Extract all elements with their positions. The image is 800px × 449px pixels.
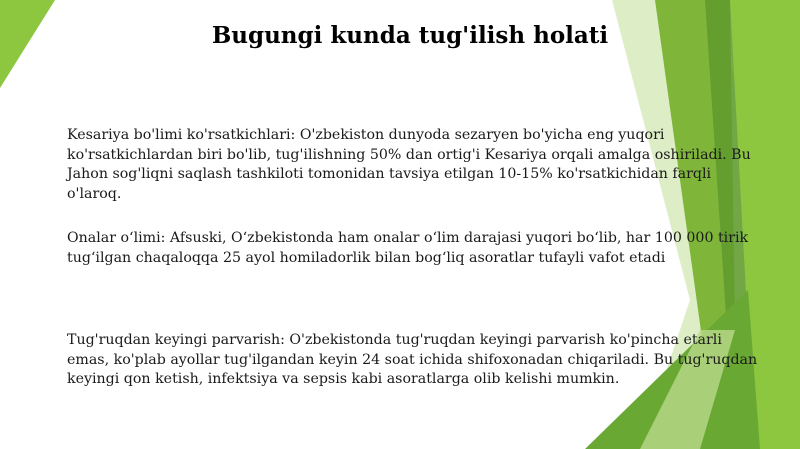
left-green-triangle xyxy=(0,0,55,88)
paragraph-cesarean: Kesariya bo'limi ko'rsatkichlari: O'zbekiston dunyoda sezaryen bo'yicha eng yuqori ko'rsatkichlardan biri bo'lib, tug'ilishning 50% dan ortig'i Kesariya orqali amalga oshiriladi. Bu Jahon sog'liqni saqlash tashkiloti tomonidan tavsiya etilgan 10-15% ko'rsatkichidan farqli o'laroq. xyxy=(67,127,751,202)
paragraph-postpartum-care: Tug'ruqdan keyingi parvarish: O'zbekistonda tug'ruqdan keyingi parvarish ko'pincha etarli emas, ko'plab ayollar tug'ilgandan keyin 24 soat ichida shifoxonadan chiqariladi. Bu tug'ruqdan keyingi qon ketish, infektsiya va sepsis kabi asoratlarga olib kelishi mumkin. xyxy=(67,332,758,387)
paragraph-maternal-mortality: Onalar o‘limi: Afsuski, O‘zbekistonda ham onalar o‘lim darajasi yuqori bo‘lib, har 100 000 tirik tug‘ilgan chaqaloqqa 25 ayol homiladorlik bilan bog‘liq asoratlar tufayli vafot etadi xyxy=(67,230,749,266)
slide-title: Bugungi kunda tug'ilish holati xyxy=(211,22,609,49)
